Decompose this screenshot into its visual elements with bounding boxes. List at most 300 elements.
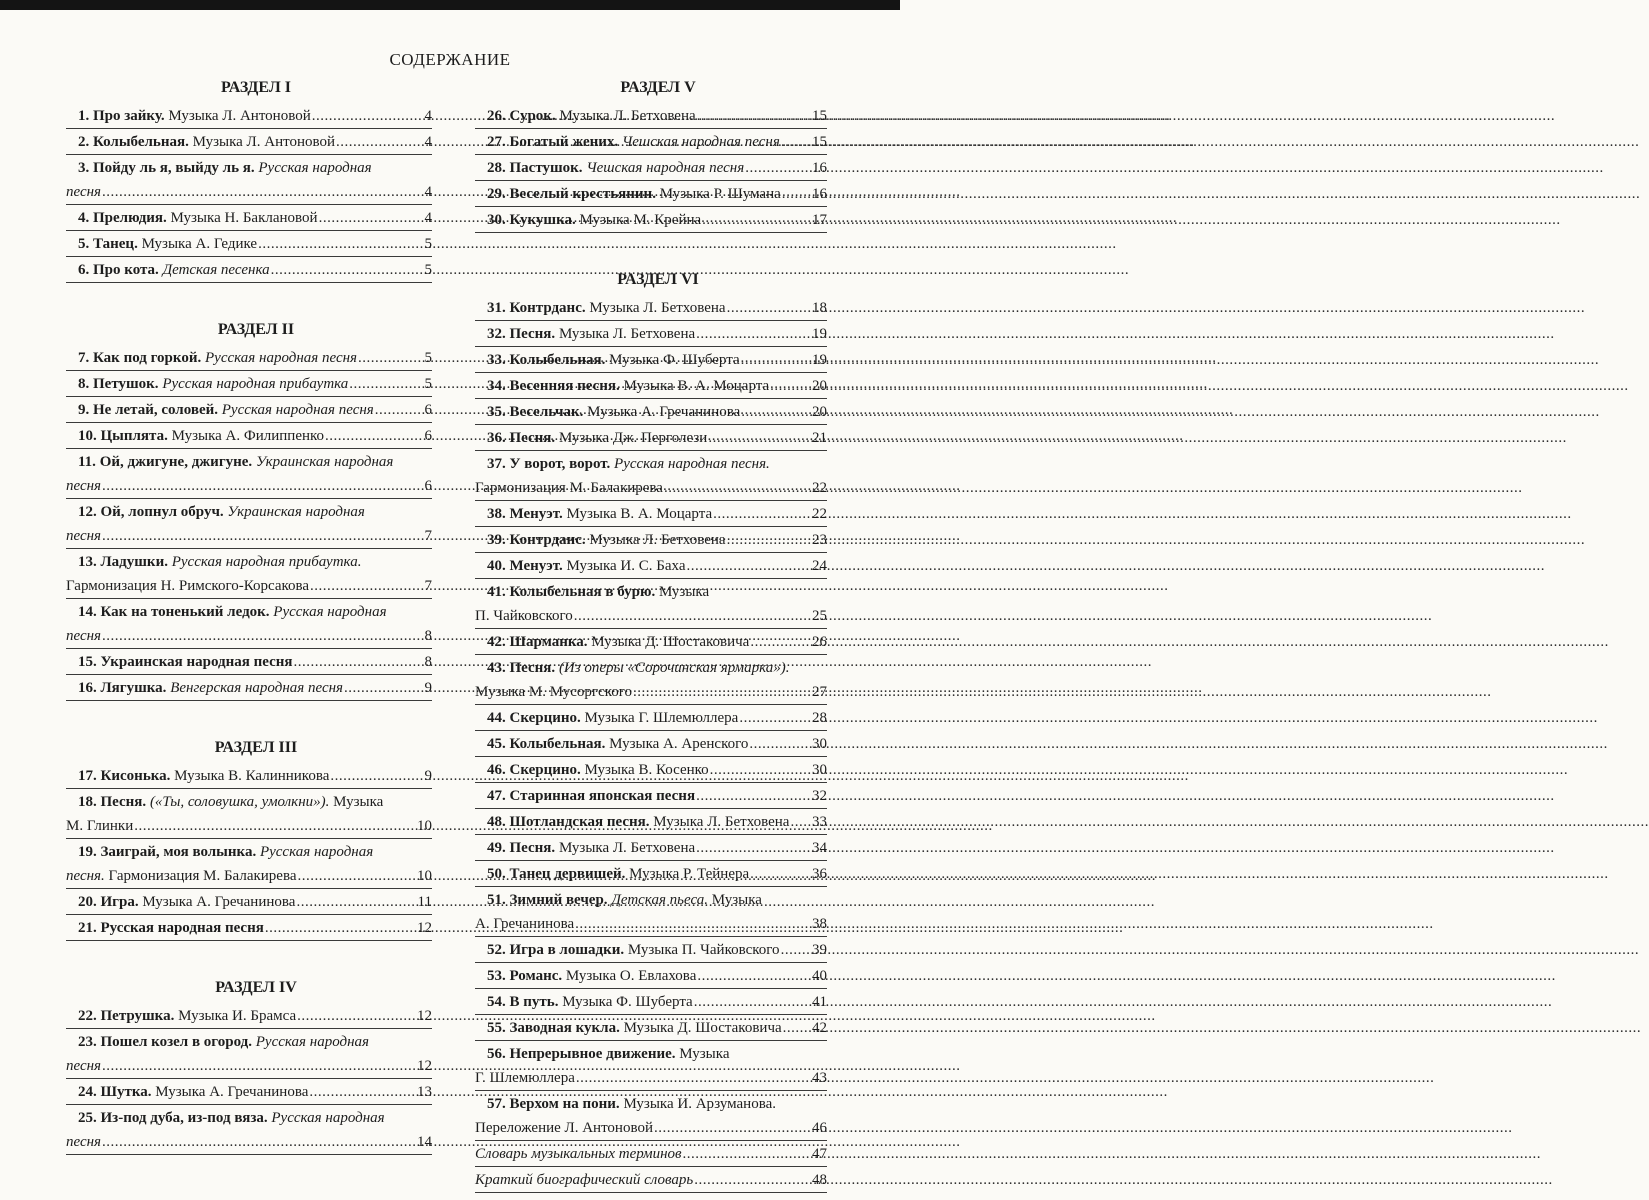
toc-leader-dots [102,180,423,204]
toc-entry-title: Шарманка. [509,634,588,650]
toc-entry[interactable] [475,400,827,425]
toc-entry[interactable] [475,182,827,207]
toc-entry-line [66,1004,432,1028]
toc-page-number: 17 [812,212,827,228]
toc-entry[interactable] [475,758,827,783]
toc-entry-description: Музыка Л. Бетховена [589,300,726,316]
toc-entry[interactable] [475,580,827,629]
toc-entry[interactable] [475,554,827,579]
toc-entry-lead [78,1106,385,1130]
toc-entry[interactable] [475,964,827,989]
toc-page-number: 8 [424,628,432,644]
toc-entry[interactable] [475,656,827,705]
toc-page-number: 20 [812,378,827,394]
toc-entry[interactable] [475,938,827,963]
toc-entry-description: Музыка [333,794,384,810]
toc-entry-lead [487,810,789,834]
toc-entry[interactable] [66,1080,432,1105]
toc-entry-title: Как на тоненький ледок. [100,604,270,620]
toc-page-number: 12 [417,1058,432,1074]
toc-page-number: 6 [424,478,432,494]
toc-entry-line [475,1016,827,1040]
toc-page-number: 5 [424,236,432,252]
toc-entry-lead [487,554,686,578]
toc-entry-number: 15. [78,654,101,670]
toc-entry-number: 40. [487,558,510,574]
toc-entry-lead [475,476,663,500]
toc-entry-lead [475,604,573,628]
toc-entry-number: 49. [487,840,510,856]
toc-entry-number: 18. [78,794,101,810]
toc-entry-title: Танец дервишей. [509,866,626,882]
toc-entry[interactable] [475,862,827,887]
toc-entry[interactable] [66,500,432,549]
toc-leader-dots [741,348,811,372]
toc-page-number: 14 [417,1134,432,1150]
toc-entry-description: Венгерская народная песня [170,680,344,696]
toc-page-number: 4 [424,184,432,200]
toc-entry[interactable] [66,206,432,231]
toc-entry-title: Заводная кукла. [509,1020,620,1036]
toc-leader-dots [687,554,812,578]
toc-entry-title: Менуэт. [509,506,563,522]
toc-entry[interactable] [475,130,827,155]
toc-entry-lead [475,1116,653,1140]
toc-leader-dots [739,706,811,730]
toc-entry[interactable] [475,990,827,1015]
toc-entry-description: Музыка В. Калинникова [174,768,330,784]
toc-entry-number: 7. [78,350,93,366]
toc-entry[interactable] [66,398,432,423]
toc-entry-line [66,676,432,700]
toc-section [66,76,432,283]
toc-entry-title: Про кота. [93,262,159,278]
toc-entry-description: Музыка А. Гречанинова [142,894,296,910]
toc-leader-dots [102,1054,416,1078]
toc-leader-dots [750,630,811,654]
toc-entry-description: Музыка А. Гедике [141,236,258,252]
toc-entry-title: Цыплята. [100,428,168,444]
toc-leader-dots [575,912,811,936]
toc-leader-dots [330,764,423,788]
toc-entry-lead [78,790,383,814]
toc-entry-lead [78,258,270,282]
toc-entry[interactable] [66,372,432,397]
toc-entry-continuation: Гармонизация М. Балакирева [108,868,297,884]
toc-entry[interactable] [66,346,432,371]
toc-entry-number: 37. [487,456,510,472]
toc-entry[interactable] [66,156,432,205]
toc-entry[interactable] [66,104,432,129]
toc-page-number: 24 [812,558,827,574]
toc-entry-title: Про зайку. [93,108,165,124]
toc-entry[interactable] [66,916,432,941]
toc-entry-number: 21. [78,920,101,936]
toc-page-number: 27 [812,684,827,700]
toc-leader-dots [271,258,424,282]
toc-leader-dots [102,624,423,648]
toc-entry-number: 45. [487,736,510,752]
section-heading: РАЗДЕЛ I [221,79,291,96]
toc-entry-lead [487,630,749,654]
toc-entry-description: Русская народная [271,1110,385,1126]
toc-page-number: 42 [812,1020,827,1036]
toc-entry-number: 1. [78,108,93,124]
toc-entry-lead [487,836,695,860]
toc-leader-dots [102,524,423,548]
toc-entry-title: Песня. [509,430,556,446]
toc-entry[interactable] [475,1016,827,1041]
toc-entry-continuation: А. Гречанинова [475,916,575,932]
toc-entry[interactable] [475,156,827,181]
toc-entry-lead [475,1168,693,1192]
toc-entry-title: Весенняя песня. [509,378,620,394]
toc-entry-number: 4. [78,210,93,226]
toc-entry-line [66,346,432,370]
toc-leader-dots [694,990,811,1014]
toc-page-number: 7 [424,528,432,544]
toc-entry-line [475,554,827,578]
toc-entry-line [475,400,827,424]
toc-entry[interactable] [475,706,827,731]
toc-leader-dots [770,374,811,398]
toc-entry-line [475,296,827,320]
toc-entry[interactable] [475,502,827,527]
toc-entry[interactable] [475,1092,827,1141]
toc-entry-line [475,452,827,476]
toc-entry-number: 29. [487,186,510,202]
toc-entry-description: Музыка П. Чайковского [627,942,780,958]
toc-entry-lead [66,1130,101,1154]
toc-entry-title: Пастушок. [509,160,583,176]
toc-entry[interactable] [66,890,432,915]
toc-page-number: 8 [424,654,432,670]
toc-entry[interactable] [66,232,432,257]
toc-entry-line [66,790,432,814]
toc-entry-number: 3. [78,160,93,176]
toc-entry-title: Заиграй, моя волынка. [100,844,257,860]
toc-entry-line [475,912,827,936]
toc-entry-number: 36. [487,430,510,446]
toc-entry-title: Старинная японская песня [509,788,696,804]
toc-page-number: 6 [424,402,432,418]
toc-entry-description: Музыка Ф. Шуберта [562,994,693,1010]
toc-entry-lead [487,1042,729,1066]
toc-entry-title: Словарь музыкальных терминов [475,1146,682,1162]
toc-entry-number: 50. [487,866,510,882]
toc-page-number: 46 [812,1120,827,1136]
toc-leader-dots [781,130,811,154]
toc-page-number: 32 [812,788,827,804]
toc-entry-line [475,1142,827,1166]
toc-page-number: 18 [812,300,827,316]
toc-entry-title: Колыбельная. [509,736,606,752]
toc-page-number: 30 [812,762,827,778]
toc-entry-number: 6. [78,262,93,278]
toc-entry-description: Русская народная [255,1034,369,1050]
toc-entry-line [66,474,432,498]
toc-entry-description: Музыка И. С. Баха [566,558,686,574]
toc-leader-dots [344,676,423,700]
toc-section [66,976,432,1155]
toc-entry-number: 19. [78,844,101,860]
toc-entry-line [475,758,827,782]
toc-entry-description: Музыка Р. Шумана [659,186,781,202]
toc-entry[interactable] [475,1042,827,1091]
toc-entry[interactable] [66,1030,432,1079]
toc-entry-lead [487,938,780,962]
toc-page-number: 47 [812,1146,827,1162]
toc-entry[interactable] [475,348,827,373]
toc-left-column [66,76,432,1156]
toc-entry[interactable] [66,424,432,449]
toc-entry-description: Музыка М. Крейна [579,212,702,228]
toc-entry-title: Русская народная песня [100,920,264,936]
scan-top-edge [0,0,900,10]
section-heading: РАЗДЕЛ II [217,321,295,338]
toc-entry-number: 30. [487,212,510,228]
toc-entry-lead [487,1016,782,1040]
toc-entry-description: Музыка Л. Бетховена [589,532,726,548]
toc-entry-continuation: Гармонизация М. Балакирева [475,480,663,496]
toc-entry-line [66,1106,432,1130]
toc-page-number: 36 [812,866,827,882]
toc-entry-line [475,836,827,860]
toc-entry-title: Лягушка. [100,680,167,696]
toc-entry[interactable] [475,836,827,861]
toc-page-number: 22 [812,506,827,522]
toc-entry-number: 11. [78,454,100,470]
toc-page-number: 19 [812,352,827,368]
toc-entry[interactable] [66,676,432,701]
toc-page-number: 19 [812,326,827,342]
toc-entry-title: Игра в лошадки. [509,942,625,958]
toc-leader-dots [710,758,811,782]
toc-page-number: 43 [812,1070,827,1086]
toc-page-number: 4 [424,134,432,150]
toc-entry-line [66,372,432,396]
toc-entry[interactable] [66,258,432,283]
toc-entry-number: 39. [487,532,510,548]
toc-page-number: 34 [812,840,827,856]
toc-leader-dots [713,502,811,526]
toc-leader-dots [683,1142,811,1166]
toc-entry[interactable] [66,790,432,839]
section-spacer [66,702,432,736]
toc-entry-number: 22. [78,1008,101,1024]
toc-entry-line [475,656,827,680]
toc-entry[interactable] [475,322,827,347]
toc-leader-dots [102,474,423,498]
toc-entry-description: Музыка Л. Бетховена [558,326,696,342]
toc-entry-line [66,916,432,940]
toc-entry-number: 43. [487,660,510,676]
toc-leader-dots [696,784,811,808]
toc-entry-lead [487,104,696,128]
toc-entry-description: Музыка Ф. Шуберта [609,352,740,368]
toc-entry-line [66,764,432,788]
toc-entry-lead [78,890,295,914]
toc-entry[interactable] [475,732,827,757]
toc-leader-dots [296,890,416,914]
toc-entry[interactable] [66,550,432,599]
toc-leader-dots [749,732,811,756]
toc-entry-lead [487,888,762,912]
toc-page-number: 20 [812,404,827,420]
toc-leader-dots [790,810,811,834]
toc-entry-continuation: песня [66,1058,102,1074]
toc-entry-description: Музыка О. Евлахова [565,968,697,984]
toc-entry-line [475,528,827,552]
toc-entry-description: Украинская народная [255,454,394,470]
toc-entry-line [475,208,827,232]
toc-entry-number: 13. [78,554,101,570]
toc-entry[interactable] [66,764,432,789]
toc-leader-dots [697,964,811,988]
section-spacer [66,942,432,976]
toc-entry-title: Танец. [93,236,138,252]
toc-entry-line [475,938,827,962]
toc-entry-lead [487,528,726,552]
toc-entry-line [66,398,432,422]
toc-entry-line [475,1042,827,1066]
toc-entry-line [475,476,827,500]
toc-page-number: 21 [812,430,827,446]
toc-entry-line [66,424,432,448]
toc-page-number: 10 [417,818,432,834]
toc-entry-lead [78,764,329,788]
toc-leader-dots [310,574,423,598]
toc-page-number: 39 [812,942,827,958]
toc-entry-description: Музыка Р. Тейнера [629,866,750,882]
toc-entry-line [475,104,827,128]
toc-entry[interactable] [475,888,827,937]
toc-entry[interactable] [66,1004,432,1029]
toc-entry-continuation: песня. [66,868,105,884]
toc-page-number: 4 [424,210,432,226]
toc-page-number: 16 [812,186,827,202]
toc-entry[interactable] [66,1106,432,1155]
toc-leader-dots [741,400,811,424]
toc-entry-line [66,890,432,914]
toc-entry-number: 17. [78,768,101,784]
toc-entry-line [66,814,432,838]
toc-entry-number: 35. [487,404,510,420]
toc-entry-line [475,964,827,988]
toc-entry[interactable] [475,208,827,233]
toc-entry-lead [487,208,701,232]
toc-entry[interactable] [475,296,827,321]
toc-entry-description: Музыка И. Арзуманова. [623,1096,777,1112]
toc-entry-lead [487,1092,776,1116]
toc-appendix-entry[interactable] [475,1168,827,1193]
toc-leader-dots [298,864,416,888]
toc-entry-number: 33. [487,352,510,368]
toc-page-number: 40 [812,968,827,984]
toc-entry-lead [78,130,335,154]
toc-entry-number: 46. [487,762,510,778]
toc-entry-lead [78,916,264,940]
toc-entry-lead [78,232,257,256]
toc-page-number: 15 [812,108,827,124]
toc-entry-line [475,1116,827,1140]
toc-entry-title: Веселый крестьянин. [509,186,656,202]
toc-entry-description: Музыка Л. Антоновой [192,134,335,150]
toc-entry[interactable] [475,528,827,553]
toc-entry[interactable] [66,650,432,675]
toc-entry-title: Пошел козел в огород. [100,1034,252,1050]
toc-entry-title: Менуэт. [509,558,563,574]
toc-entry-description: Музыка В. Косенко [584,762,709,778]
toc-page-number: 9 [424,680,432,696]
toc-leader-dots [697,104,811,128]
toc-entry-line [475,862,827,886]
toc-entry-lead [487,374,769,398]
toc-entry-title: В путь. [509,994,559,1010]
toc-entry[interactable] [475,630,827,655]
toc-entry-description: («Ты, соловушка, умолкни»). [149,794,330,810]
toc-leader-dots [325,424,423,448]
toc-entry[interactable] [66,130,432,155]
toc-entry[interactable] [475,784,827,809]
toc-entry-lead [487,322,695,346]
toc-entry-line [66,232,432,256]
toc-entry-number: 14. [78,604,101,620]
toc-entry[interactable] [475,810,827,835]
toc-entry-line [475,630,827,654]
toc-entry-number: 53. [487,968,510,984]
toc-entry-continuation: Гармонизация Н. Римского-Корсакова [66,578,310,594]
toc-entry[interactable] [475,374,827,399]
toc-entry-lead [66,474,101,498]
toc-entry-title: Прелюдия. [93,210,167,226]
toc-entry-line [475,1092,827,1116]
toc-entry-number: 26. [487,108,510,124]
toc-entry-title: Шутка. [100,1084,152,1100]
toc-entry[interactable] [475,104,827,129]
toc-entry[interactable] [475,426,827,451]
toc-entry[interactable] [66,600,432,649]
toc-appendix-entry[interactable] [475,1142,827,1167]
toc-entry-number: 38. [487,506,510,522]
toc-entry-title: Непрерывное движение. [509,1046,676,1062]
toc-entry[interactable] [66,840,432,889]
toc-entry-description: Русская народная прибаутка [162,376,349,392]
toc-entry-lead [475,1142,682,1166]
toc-entry-number: 31. [487,300,510,316]
toc-leader-dots [358,346,423,370]
toc-entry-continuation: М. Глинки [66,818,134,834]
toc-entry-title: Ладушки. [100,554,168,570]
toc-entry-lead [66,180,101,204]
toc-page-number: 12 [417,1008,432,1024]
toc-entry-lead [487,656,789,680]
toc-entry[interactable] [475,452,827,501]
toc-entry-number: 57. [487,1096,510,1112]
toc-entry-title: Не летай, соловей. [93,402,218,418]
toc-entry-continuation: песня [66,628,102,644]
toc-entry-line [475,1066,827,1090]
toc-entry-lead [66,524,101,548]
toc-entry-number: 27. [487,134,510,150]
toc-entry-description: Чешская народная песня [586,160,745,176]
toc-entry[interactable] [66,450,432,499]
toc-entry-line [475,604,827,628]
toc-page-number: 22 [812,480,827,496]
toc-entry-title: Скерцино. [509,762,581,778]
toc-entry-description: Музыка Н. Баклановой [170,210,318,226]
toc-entry-number: 47. [487,788,510,804]
